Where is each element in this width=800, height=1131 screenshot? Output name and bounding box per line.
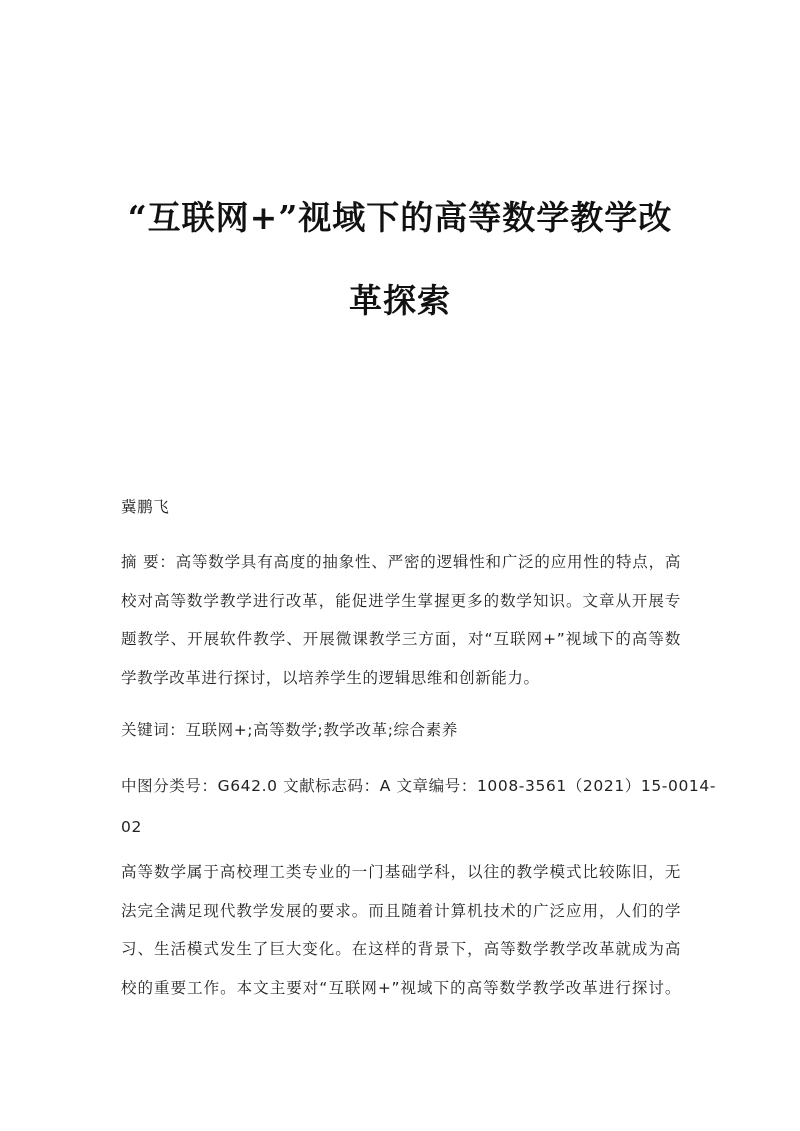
abstract (121, 543, 691, 697)
keywords: 关键词：互联网+;高等数学;教学改革;综合素养 (121, 721, 458, 739)
abstract-line: 摘 要：高等数学具有高度的抽象性、严密的逻辑性和广泛的应用性的特点，高 (121, 553, 681, 571)
body-line: 校的重要工作。本文主要对“互联网+”视域下的高等数学教学改革进行探讨。 (121, 978, 681, 997)
body-paragraph (121, 853, 691, 1007)
body-line: 习、生活模式发生了巨大变化。在这样的背景下，高等数学教学改革就成为高 (121, 940, 681, 958)
abstract-line: 题教学、开展软件教学、开展微课教学三方面，对“互联网+”视域下的高等数 (121, 630, 681, 648)
paper-title-line-1: “互联网+”视域下的高等数学教学改 (127, 198, 673, 237)
classification-line: 中图分类号：G642.0 文献标志码：A 文章编号：1008-3561（2021）15-0014- (121, 777, 717, 795)
author-name: 冀鹏飞 (121, 498, 170, 516)
paper-title-line-2: 革探索 (349, 281, 451, 320)
body-line: 高等数学属于高校理工类专业的一门基础学科，以往的教学模式比较陈旧，无 (121, 863, 681, 881)
abstract-line: 学教学改革进行探讨，以培养学生的逻辑思维和创新能力。 (121, 668, 540, 687)
body-line: 法完全满足现代教学发展的要求。而且随着计算机技术的广泛应用，人们的学 (121, 901, 681, 920)
classification-info (121, 766, 717, 848)
abstract-line: 校对高等数学教学进行改革，能促进学生掌握更多的数学知识。文章从开展专 (121, 591, 681, 610)
classification-line: 02 (121, 818, 142, 836)
